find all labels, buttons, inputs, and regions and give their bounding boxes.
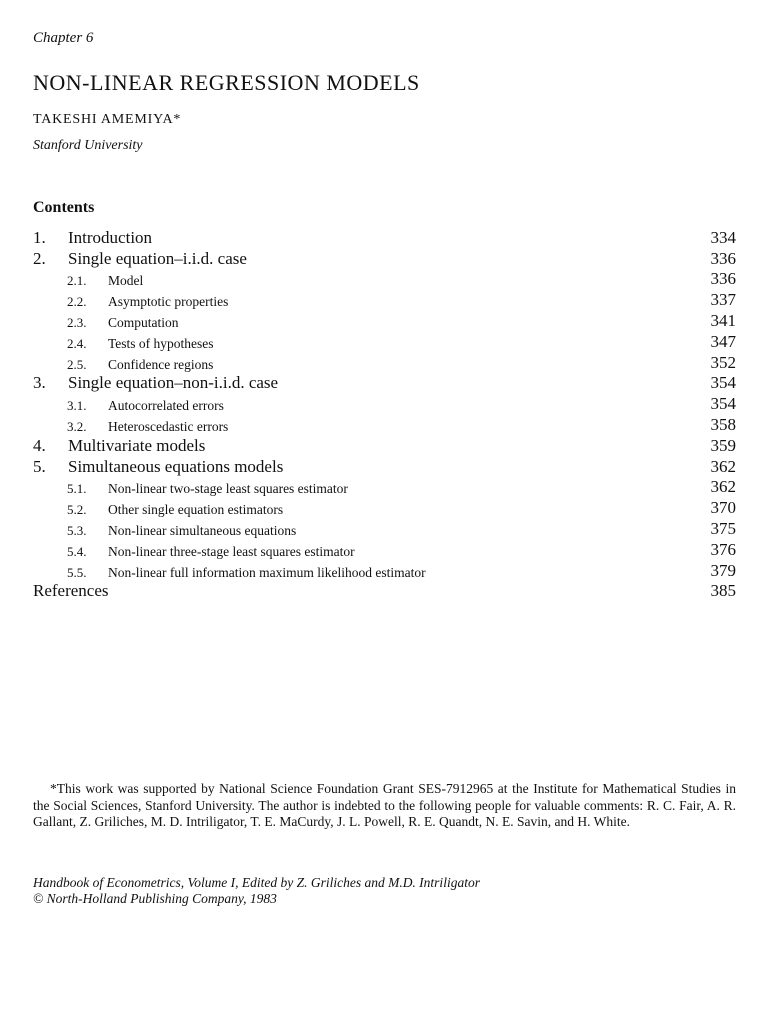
toc-subentry[interactable]: [33, 416, 736, 437]
toc-entry[interactable]: [33, 229, 736, 250]
toc-entry-number: 5.4.: [67, 543, 87, 559]
toc-entry-title: Non-linear three-stage least squares estimator: [108, 543, 355, 559]
toc-subentry[interactable]: [33, 291, 736, 312]
toc-subentry[interactable]: [33, 354, 736, 375]
toc-entry-number: 3.2.: [67, 418, 87, 434]
toc-subentry[interactable]: [33, 562, 736, 583]
toc-entry-title: Non-linear full information maximum likelihood estimator: [108, 564, 426, 580]
toc-entry-page: 334: [710, 227, 736, 247]
toc-entry-page: 379: [710, 560, 736, 580]
toc-entry-page: 370: [710, 498, 736, 518]
toc-entry[interactable]: [33, 437, 736, 458]
toc-entry-number: 1.: [33, 227, 46, 247]
toc-entry-number: 2.5.: [67, 356, 87, 372]
contents-heading: Contents: [33, 199, 95, 216]
toc-entry-title: Simultaneous equations models: [68, 456, 284, 476]
toc-entry-number: 3.: [33, 373, 46, 393]
toc-entry-page: 358: [710, 414, 736, 434]
toc-subentry[interactable]: [33, 541, 736, 562]
toc-entry-title: Single equation–non-i.i.d. case: [68, 373, 279, 393]
toc-entry-number: 4.: [33, 435, 46, 455]
toc-entry-page: 354: [710, 394, 736, 414]
toc-entry-page: 385: [710, 581, 736, 601]
publisher-copyright-line: © North-Holland Publishing Company, 1983: [33, 891, 277, 906]
toc-entry-title: Asymptotic properties: [108, 294, 229, 310]
toc-entry-title: Model: [108, 273, 144, 289]
toc-subentry[interactable]: [33, 271, 736, 292]
toc-entry-number: 5.3.: [67, 522, 87, 538]
toc-entry-number: 2.1.: [67, 273, 87, 289]
toc-entry-number: 5.5.: [67, 564, 87, 580]
toc-entry-title: Confidence regions: [108, 356, 214, 372]
toc-entry-page: 336: [710, 269, 736, 289]
toc-entry[interactable]: [33, 458, 736, 479]
toc-entry-references[interactable]: [33, 583, 736, 604]
toc-entry-page: 337: [710, 290, 736, 310]
publisher-handbook-line: Handbook of Econometrics, Volume I, Edited by Z. Griliches and M.D. Intriligator: [33, 875, 480, 890]
toc-subentry[interactable]: [33, 395, 736, 416]
toc-entry-title: Autocorrelated errors: [108, 398, 224, 414]
toc-entry-page: 341: [710, 310, 736, 330]
toc-entry-title: Single equation–i.i.d. case: [68, 248, 247, 268]
toc-entry-page: 347: [710, 331, 736, 351]
toc-entry-number: 2.3.: [67, 314, 87, 330]
toc-entry-number: 5.2.: [67, 502, 87, 518]
publisher-info: [33, 875, 480, 907]
toc-entry-title: Non-linear simultaneous equations: [108, 522, 297, 538]
toc-entry[interactable]: [33, 375, 736, 396]
toc-entry-page: 362: [710, 456, 736, 476]
toc-entry-number: 2.4.: [67, 335, 87, 351]
toc-entry-title: Multivariate models: [68, 435, 206, 455]
toc-entry-number: 5.1.: [67, 481, 87, 497]
toc-entry-page: 354: [710, 373, 736, 393]
toc-entry-title: Introduction: [68, 227, 153, 247]
toc-subentry[interactable]: [33, 312, 736, 333]
toc-entry-page: 336: [710, 248, 736, 268]
chapter-label: Chapter 6: [33, 30, 94, 46]
toc-entry-title: Heteroscedastic errors: [108, 418, 229, 434]
toc-entry-title: Computation: [108, 314, 179, 330]
author-affiliation: Stanford University: [33, 138, 143, 153]
toc-entry-title: Tests of hypotheses: [108, 335, 214, 351]
toc-entry-page: 359: [710, 435, 736, 455]
toc-entry-page: 376: [710, 539, 736, 559]
author-name: TAKESHI AMEMIYA*: [33, 112, 182, 127]
toc-entry[interactable]: [33, 250, 736, 271]
toc-entry-page: 362: [710, 477, 736, 497]
chapter-title: NON-LINEAR REGRESSION MODELS: [33, 70, 420, 95]
toc-entry-page: 375: [710, 518, 736, 538]
table-of-contents: [33, 229, 736, 603]
toc-entry-title: Other single equation estimators: [108, 502, 284, 518]
toc-entry-number: 2.: [33, 248, 46, 268]
toc-entry-title: References: [33, 581, 109, 601]
acknowledgement-footnote: [33, 781, 736, 831]
toc-entry-title: Non-linear two-stage least squares estimator: [108, 481, 348, 497]
toc-entry-number: 3.1.: [67, 398, 87, 414]
toc-subentry[interactable]: [33, 499, 736, 520]
toc-entry-number: 2.2.: [67, 294, 87, 310]
toc-subentry[interactable]: [33, 520, 736, 541]
toc-subentry[interactable]: [33, 333, 736, 354]
toc-entry-number: 5.: [33, 456, 46, 476]
footnote-text: *This work was supported by National Science Foundation Grant SES-7912965 at the Institute for Mathematical Studies in the Social Sciences, Stanford University. The author is indebted to the following people for valuable comments: R. C. Fair, A. R. Gallant, Z. Griliches, M. D. Intriligator, T. E. MaCurdy, J. L. Powell, R. E. Quandt, N. E. Savin, and H. White.: [33, 781, 736, 829]
toc-subentry[interactable]: [33, 479, 736, 500]
toc-entry-page: 352: [710, 352, 736, 372]
